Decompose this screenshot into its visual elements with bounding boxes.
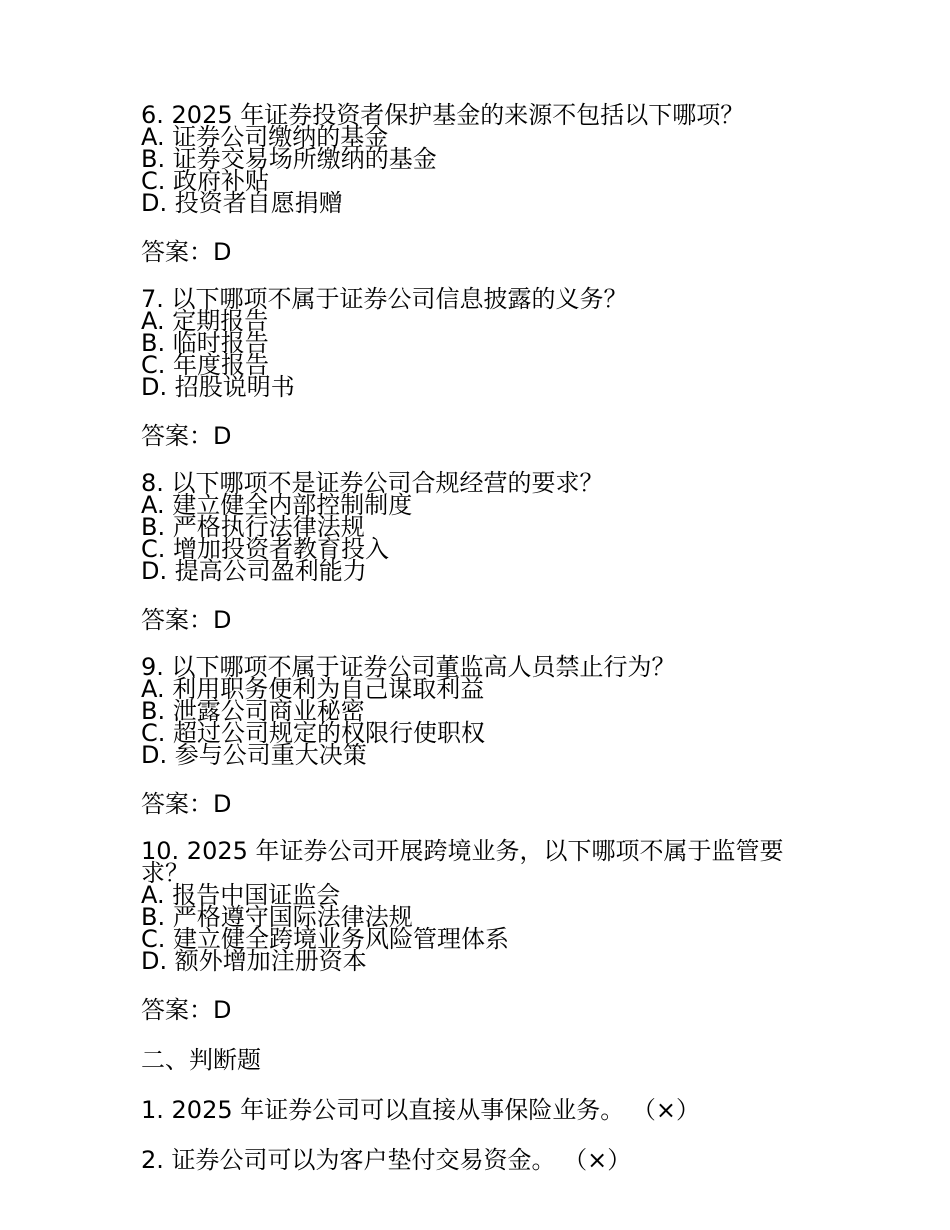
question-title: 8. 以下哪项不是证券公司合规经营的要求？ (141, 469, 604, 497)
question-title: 7. 以下哪项不属于证券公司信息披露的义务？ (141, 285, 628, 313)
option-b: B. 严格遵守国际法律法规 (141, 903, 413, 931)
true-false-item: 2. 证券公司可以为客户垫付交易资金。 （×） (141, 1146, 632, 1174)
option-b: B. 严格执行法律法规 (141, 513, 365, 541)
option-d: D. 参与公司重大决策 (141, 741, 367, 769)
option-b: B. 临时报告 (141, 329, 269, 357)
document-page (141, 101, 801, 1196)
question-6 (141, 101, 801, 266)
option-c: C. 增加投资者教育投入 (141, 535, 390, 563)
section-heading: 二、判断题 (141, 1046, 261, 1074)
true-false-item: 1. 2025 年证券公司可以直接从事保险业务。 （×） (141, 1096, 700, 1124)
option-c: C. 年度报告 (141, 351, 270, 379)
answer: 答案：D (141, 790, 232, 818)
question-9 (141, 653, 801, 818)
question-title: 9. 以下哪项不属于证券公司董监高人员禁止行为？ (141, 653, 676, 681)
option-d: D. 额外增加注册资本 (141, 947, 367, 975)
option-b: B. 证券交易场所缴纳的基金 (141, 145, 437, 173)
question-8 (141, 469, 801, 634)
question-10 (141, 837, 801, 1024)
answer: 答案：D (141, 238, 232, 266)
option-b: B. 泄露公司商业秘密 (141, 697, 365, 725)
question-title: 10. 2025 年证券公司开展跨境业务，以下哪项不属于监管要求？ (141, 837, 784, 887)
answer: 答案：D (141, 422, 232, 450)
answer: 答案：D (141, 606, 232, 634)
option-d: D. 投资者自愿捐赠 (141, 189, 343, 217)
option-c: C. 政府补贴 (141, 167, 270, 195)
option-d: D. 提高公司盈利能力 (141, 557, 367, 585)
option-a: A. 证券公司缴纳的基金 (141, 123, 389, 151)
question-title: 6. 2025 年证券投资者保护基金的来源不包括以下哪项？ (141, 101, 745, 129)
answer: 答案：D (141, 996, 232, 1024)
option-c: C. 超过公司规定的权限行使职权 (141, 719, 486, 747)
option-d: D. 招股说明书 (141, 373, 295, 401)
option-c: C. 建立健全跨境业务风险管理体系 (141, 925, 510, 953)
option-a: A. 建立健全内部控制制度 (141, 491, 413, 519)
question-7 (141, 285, 801, 450)
option-a: A. 利用职务便利为自己谋取利益 (141, 675, 485, 703)
option-a: A. 报告中国证监会 (141, 881, 341, 909)
option-a: A. 定期报告 (141, 307, 269, 335)
